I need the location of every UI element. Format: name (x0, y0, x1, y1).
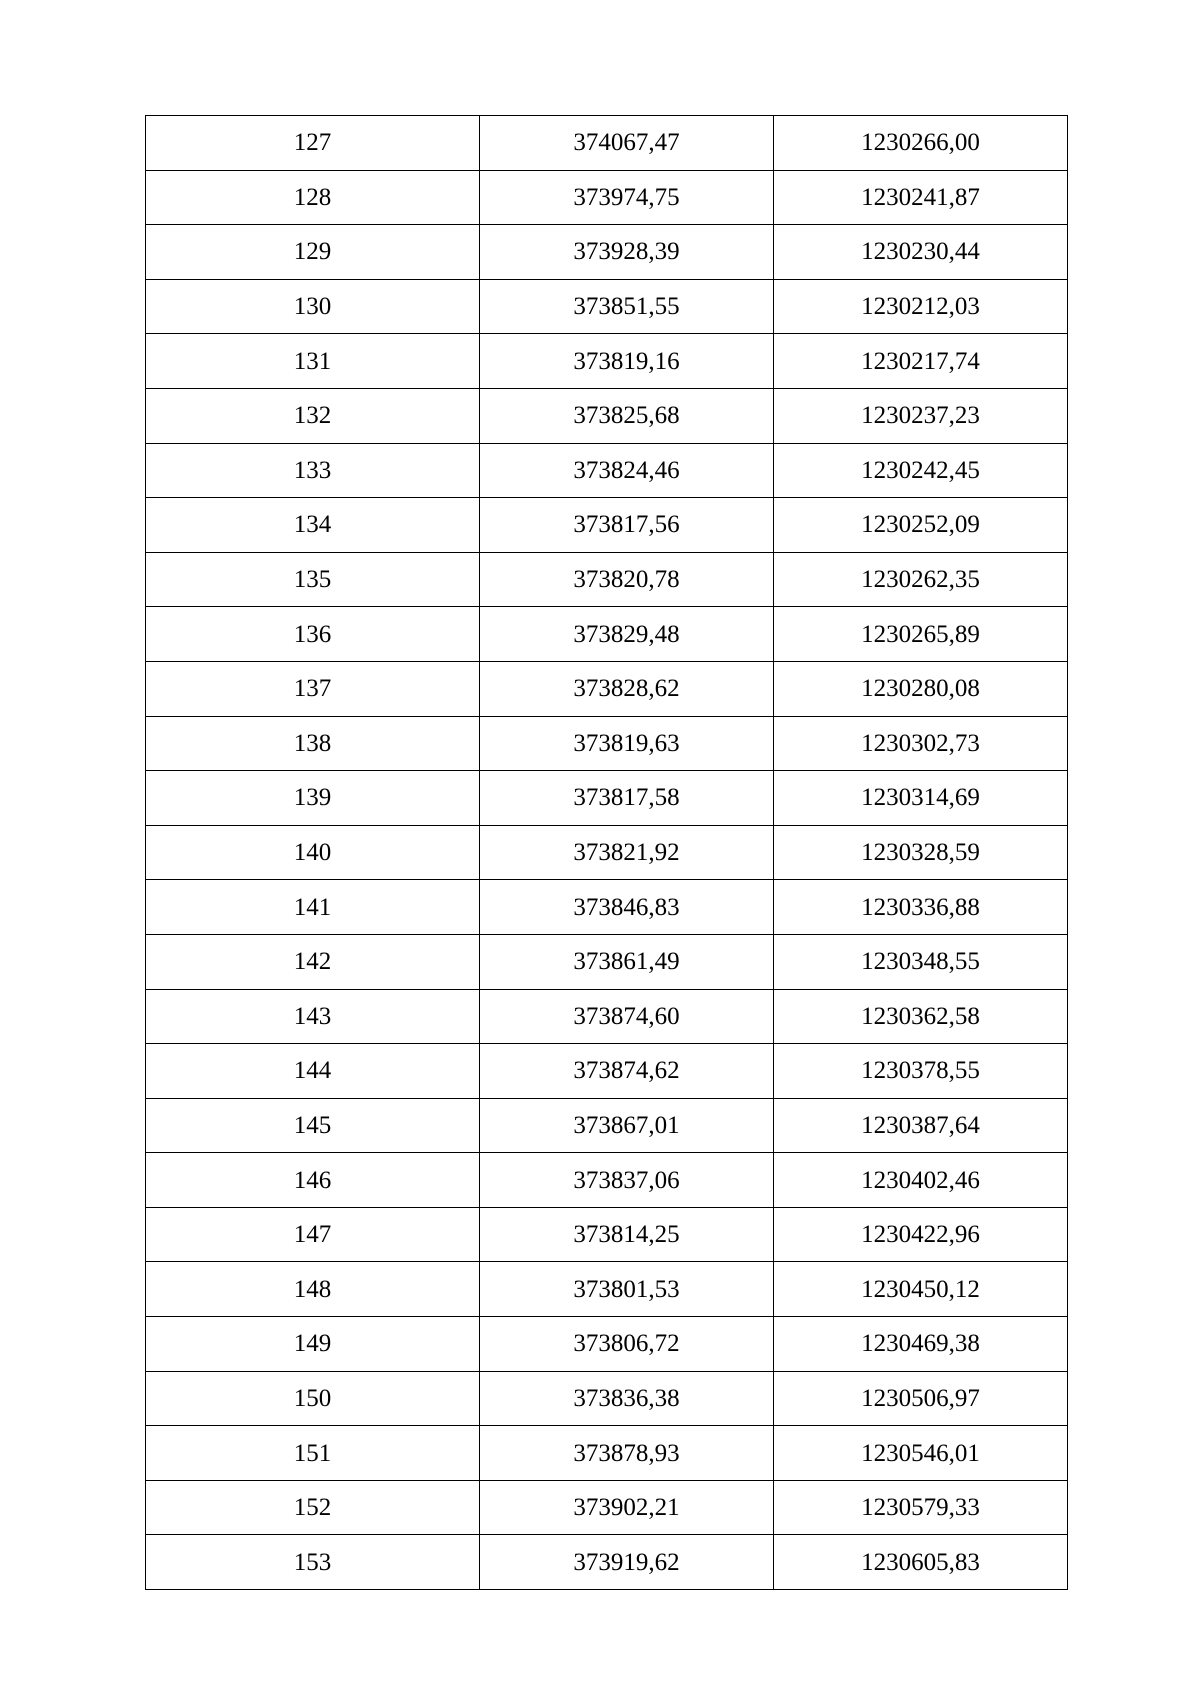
x-coordinate-cell: 373821,92 (480, 825, 774, 880)
point-number-cell: 137 (146, 661, 480, 716)
point-number-cell: 131 (146, 334, 480, 389)
point-number-cell: 150 (146, 1371, 480, 1426)
point-number-cell: 140 (146, 825, 480, 880)
point-number-cell: 134 (146, 498, 480, 553)
x-coordinate-cell: 373974,75 (480, 170, 774, 225)
x-coordinate-cell: 373867,01 (480, 1098, 774, 1153)
x-coordinate-cell: 373820,78 (480, 552, 774, 607)
x-coordinate-cell: 373829,48 (480, 607, 774, 662)
y-coordinate-cell: 1230217,74 (774, 334, 1068, 389)
table-row (146, 225, 1068, 280)
point-number-cell: 142 (146, 934, 480, 989)
point-number-cell: 148 (146, 1262, 480, 1317)
y-coordinate-cell: 1230336,88 (774, 880, 1068, 935)
table-row (146, 716, 1068, 771)
table-body (146, 116, 1068, 1590)
x-coordinate-cell: 373836,38 (480, 1371, 774, 1426)
y-coordinate-cell: 1230212,03 (774, 279, 1068, 334)
x-coordinate-cell: 374067,47 (480, 116, 774, 171)
point-number-cell: 127 (146, 116, 480, 171)
x-coordinate-cell: 373851,55 (480, 279, 774, 334)
table-row (146, 880, 1068, 935)
x-coordinate-cell: 373837,06 (480, 1153, 774, 1208)
table-row (146, 443, 1068, 498)
y-coordinate-cell: 1230402,46 (774, 1153, 1068, 1208)
x-coordinate-cell: 373846,83 (480, 880, 774, 935)
x-coordinate-cell: 373814,25 (480, 1207, 774, 1262)
point-number-cell: 136 (146, 607, 480, 662)
y-coordinate-cell: 1230579,33 (774, 1480, 1068, 1535)
x-coordinate-cell: 373825,68 (480, 388, 774, 443)
point-number-cell: 146 (146, 1153, 480, 1208)
y-coordinate-cell: 1230387,64 (774, 1098, 1068, 1153)
y-coordinate-cell: 1230605,83 (774, 1535, 1068, 1590)
coordinates-table (145, 115, 1068, 1590)
table-row (146, 934, 1068, 989)
x-coordinate-cell: 373861,49 (480, 934, 774, 989)
table-row (146, 771, 1068, 826)
table-row (146, 1262, 1068, 1317)
table-row (146, 607, 1068, 662)
y-coordinate-cell: 1230242,45 (774, 443, 1068, 498)
y-coordinate-cell: 1230302,73 (774, 716, 1068, 771)
x-coordinate-cell: 373806,72 (480, 1317, 774, 1372)
point-number-cell: 152 (146, 1480, 480, 1535)
y-coordinate-cell: 1230378,55 (774, 1044, 1068, 1099)
x-coordinate-cell: 373878,93 (480, 1426, 774, 1481)
table-row (146, 1535, 1068, 1590)
y-coordinate-cell: 1230328,59 (774, 825, 1068, 880)
point-number-cell: 128 (146, 170, 480, 225)
y-coordinate-cell: 1230252,09 (774, 498, 1068, 553)
y-coordinate-cell: 1230280,08 (774, 661, 1068, 716)
y-coordinate-cell: 1230266,00 (774, 116, 1068, 171)
point-number-cell: 147 (146, 1207, 480, 1262)
table-row (146, 1098, 1068, 1153)
table-row (146, 334, 1068, 389)
y-coordinate-cell: 1230506,97 (774, 1371, 1068, 1426)
x-coordinate-cell: 373819,63 (480, 716, 774, 771)
table-row (146, 661, 1068, 716)
point-number-cell: 130 (146, 279, 480, 334)
x-coordinate-cell: 373819,16 (480, 334, 774, 389)
table-row (146, 1371, 1068, 1426)
point-number-cell: 144 (146, 1044, 480, 1099)
point-number-cell: 138 (146, 716, 480, 771)
table-row (146, 1153, 1068, 1208)
table-row (146, 825, 1068, 880)
x-coordinate-cell: 373801,53 (480, 1262, 774, 1317)
table-row (146, 552, 1068, 607)
table-row (146, 1207, 1068, 1262)
y-coordinate-cell: 1230362,58 (774, 989, 1068, 1044)
x-coordinate-cell: 373928,39 (480, 225, 774, 280)
table-row (146, 1044, 1068, 1099)
point-number-cell: 153 (146, 1535, 480, 1590)
table-row (146, 989, 1068, 1044)
x-coordinate-cell: 373817,56 (480, 498, 774, 553)
point-number-cell: 145 (146, 1098, 480, 1153)
x-coordinate-cell: 373824,46 (480, 443, 774, 498)
table-row (146, 279, 1068, 334)
x-coordinate-cell: 373874,60 (480, 989, 774, 1044)
point-number-cell: 141 (146, 880, 480, 935)
table-row (146, 1426, 1068, 1481)
table-row (146, 1480, 1068, 1535)
point-number-cell: 149 (146, 1317, 480, 1372)
y-coordinate-cell: 1230314,69 (774, 771, 1068, 826)
point-number-cell: 135 (146, 552, 480, 607)
table-row (146, 498, 1068, 553)
y-coordinate-cell: 1230422,96 (774, 1207, 1068, 1262)
x-coordinate-cell: 373902,21 (480, 1480, 774, 1535)
point-number-cell: 139 (146, 771, 480, 826)
point-number-cell: 133 (146, 443, 480, 498)
y-coordinate-cell: 1230230,44 (774, 225, 1068, 280)
y-coordinate-cell: 1230450,12 (774, 1262, 1068, 1317)
y-coordinate-cell: 1230265,89 (774, 607, 1068, 662)
table-row (146, 388, 1068, 443)
x-coordinate-cell: 373817,58 (480, 771, 774, 826)
table-row (146, 116, 1068, 171)
y-coordinate-cell: 1230241,87 (774, 170, 1068, 225)
point-number-cell: 132 (146, 388, 480, 443)
table-row (146, 170, 1068, 225)
y-coordinate-cell: 1230546,01 (774, 1426, 1068, 1481)
x-coordinate-cell: 373919,62 (480, 1535, 774, 1590)
table-row (146, 1317, 1068, 1372)
y-coordinate-cell: 1230262,35 (774, 552, 1068, 607)
x-coordinate-cell: 373828,62 (480, 661, 774, 716)
y-coordinate-cell: 1230237,23 (774, 388, 1068, 443)
x-coordinate-cell: 373874,62 (480, 1044, 774, 1099)
y-coordinate-cell: 1230348,55 (774, 934, 1068, 989)
point-number-cell: 129 (146, 225, 480, 280)
point-number-cell: 143 (146, 989, 480, 1044)
y-coordinate-cell: 1230469,38 (774, 1317, 1068, 1372)
point-number-cell: 151 (146, 1426, 480, 1481)
